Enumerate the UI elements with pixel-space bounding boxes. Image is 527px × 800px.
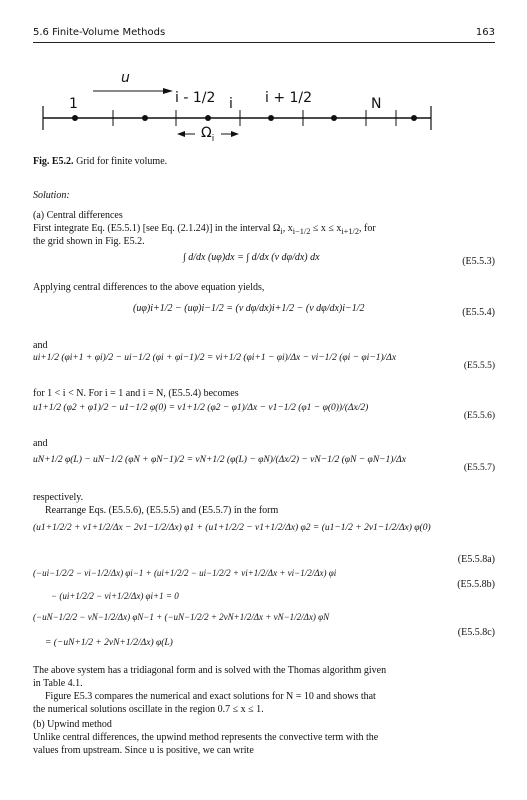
upwind-paragraph: Unlike central differences, the upwind method represents the convective term with the values from upstream. Since u is positive, we can write: [33, 732, 379, 756]
equation-e5-5-8a: (u1+1/2/2 + ν1+1/2/Δx − 2ν1−1/2/Δx) φ1 + (u1+1/2/2 − ν1+1/2/Δx) φ2 = (u1−1/2 + 2ν1−1/2/Δx) φ(0): [33, 523, 431, 533]
eq-number: (E5.5.6): [463, 411, 495, 421]
eq-number-8a: (E5.5.8a): [457, 554, 495, 565]
equation-e5-5-6: u1+1/2 (φ2 + φ1)/2 − u1−1/2 φ(0) = ν1+1/2 (φ2 − φ1)/Δx − ν1−1/2 (φ1 − φ(0))/(Δx/2) (E5.5.6): [33, 403, 495, 421]
rearrange-line: Rearrange Eqs. (E5.5.6), (E5.5.5) and (E5.5.7) in the form: [45, 505, 279, 516]
paragraph-a-line1: First integrate Eq. (E5.5.1) [see Eq. (2.1.24)] in the interval $\Omega_i$, $x_{i-1/2} \le x \le x_{i+1/2}$, for: [33, 223, 376, 236]
eq-number: (E5.5.5): [463, 361, 495, 371]
equation-e5-5-4: (uφ)i+1/2 − (uφ)i−1/2 = (ν dφ/dx)i+1/2 − (ν dφ/dx)i−1/2 (E5.5.4): [133, 303, 495, 318]
equation-e5-5-3: ∫ d/dx (uφ)dx = ∫ d/dx (ν dφ/dx) dx (E5.5.3): [183, 252, 495, 267]
eq-number-8b: (E5.5.8b): [457, 579, 495, 590]
face-label-plus: i + 1/2: [265, 90, 313, 106]
applying-line: Applying central differences to the above equation yields,: [33, 282, 265, 293]
grid-diagram: [33, 68, 495, 148]
for-line: for 1 < i < N. For i = 1 and i = N, (E5.5.4) becomes: [33, 388, 239, 399]
eq-number: (E5.5.4): [462, 307, 495, 318]
equation-e5-5-8b-line2: − (ui+1/2/2 − νi+1/2/Δx) φi+1 = 0: [51, 591, 179, 601]
node-label-1: 1: [69, 96, 78, 112]
equation-e5-5-5: ui+1/2 (φi+1 + φi)/2 − ui−1/2 (φi + φi−1)/2 = νi+1/2 (φi+1 − φi)/Δx − νi−1/2 (φi − φi−1)/Δx (E5.5.5): [33, 353, 495, 371]
tridiagonal-paragraph: The above system has a tridiagonal form and is solved with the Thomas algorithm given in Table 4.1.: [33, 665, 387, 689]
node-label-n: N: [371, 96, 382, 112]
caption-number: Fig. E5.2.: [33, 156, 74, 167]
equation-e5-5-8c-line2: = (−uN+1/2 + 2νN+1/2/Δx) φ(L): [45, 638, 173, 648]
omega-label: $\Omega_i$: [201, 125, 215, 144]
node-label-i: i: [229, 96, 233, 112]
and-line-2: and: [33, 438, 48, 449]
eq-number: (E5.5.3): [462, 256, 495, 267]
part-b-heading: (b) Upwind method: [33, 719, 112, 730]
velocity-label: u: [121, 70, 130, 86]
equation-e5-5-8c-line1: (−uN−1/2/2 − νN−1/2/Δx) φN−1 + (−uN−1/2/2 + 2νN+1/2/Δx + νN−1/2/Δx) φN: [33, 612, 330, 622]
part-a-heading: (a) Central differences: [33, 210, 123, 221]
grid-figure: [33, 68, 495, 148]
caption-text: Grid for finite volume.: [73, 156, 168, 167]
page-number: 163: [475, 27, 495, 38]
comparison-paragraph: Figure E5.3 compares the numerical and exact solutions for N = 10 and shows that the numerical solutions oscillate in the region 0.7 ≤ x ≤ 1.: [33, 691, 376, 715]
equation-e5-5-7: uN+1/2 φ(L) − uN−1/2 (φN + φN−1)/2 = νN+1/2 (φ(L) − φN)/(Δx/2) − νN−1/2 (φN − φN−1)/Δx (E5.5.7): [33, 455, 495, 473]
paragraph-a-line2: the grid shown in Fig. E5.2.: [33, 236, 145, 247]
section-title: 5.6 Finite-Volume Methods: [33, 27, 166, 38]
and-line-1: and: [33, 340, 48, 351]
equation-e5-5-8b-line1: (−ui−1/2/2 − νi−1/2/Δx) φi−1 + (ui+1/2/2 − ui−1/2/2 + νi+1/2/Δx + νi−1/2/Δx) φi: [33, 568, 337, 578]
solution-heading: Solution:: [33, 190, 70, 201]
figure-caption: [33, 156, 167, 167]
eq-number-8c: (E5.5.8c): [457, 627, 495, 638]
eq-number: (E5.5.7): [463, 463, 495, 473]
face-label-minus: i - 1/2: [175, 90, 216, 106]
respectively-line: respectively.: [33, 492, 84, 503]
header-rule: [33, 42, 495, 43]
